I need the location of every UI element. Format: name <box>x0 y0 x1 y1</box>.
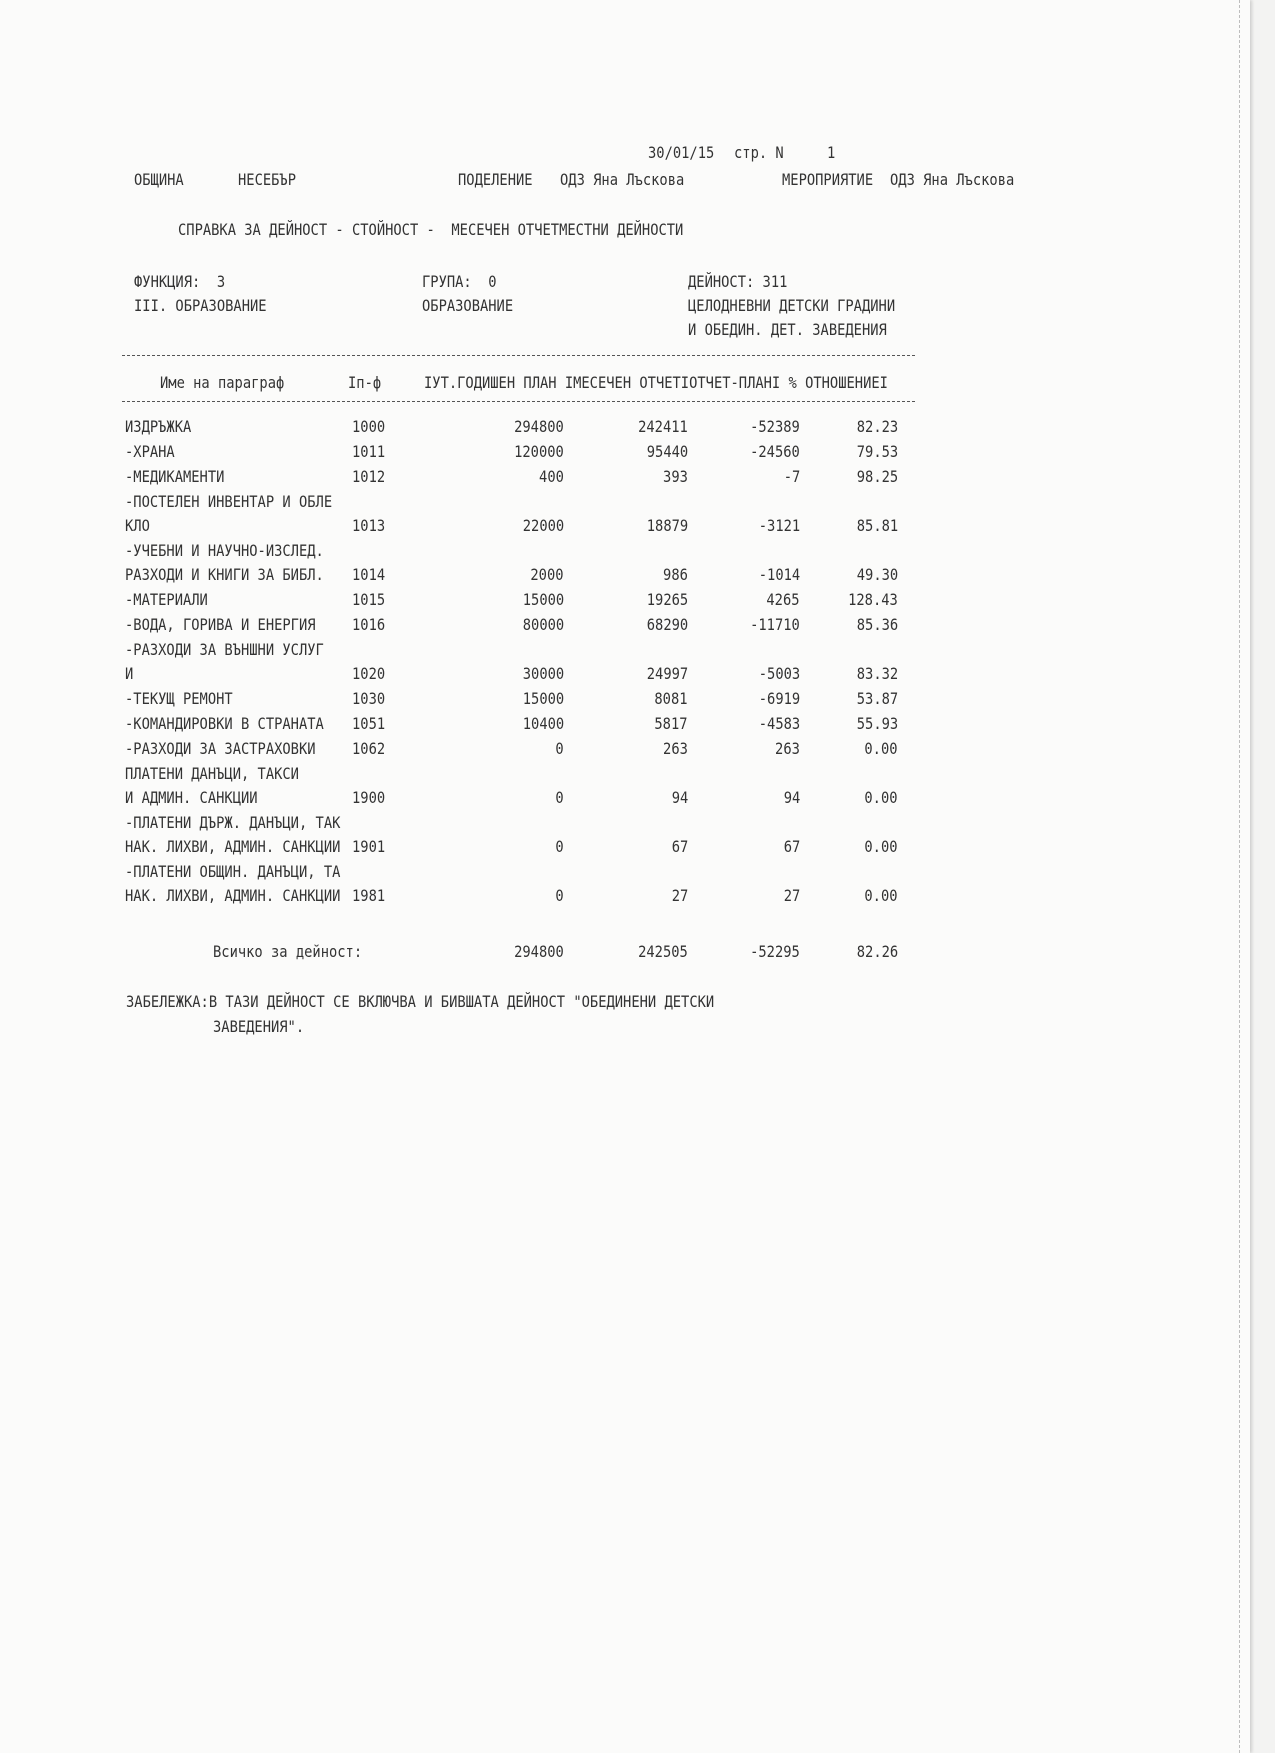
row-code: 1015 <box>352 590 386 609</box>
event-name: ОДЗ Яна Лъскова <box>890 170 1015 189</box>
row-name: -ВОДА, ГОРИВА И ЕНЕРГИЯ <box>125 615 316 634</box>
table-row <box>0 442 1250 466</box>
row-plan: 0 <box>555 739 564 758</box>
table-row <box>0 467 1250 491</box>
row-name: -ПЛАТЕНИ ДЪРЖ. ДАНЪЦИ, ТАК <box>125 813 341 832</box>
row-percent: 0.00 <box>864 886 898 905</box>
note-line-1: ЗАБЕЛЕЖКА:В ТАЗИ ДЕЙНОСТ СЕ ВКЛЮЧВА И БИВШАТА ДЕЙНОСТ "ОБЕДИНЕНИ ДЕТСКИ <box>126 992 715 1011</box>
row-name: НАК. ЛИХВИ, АДМИН. САНКЦИИ <box>125 837 341 856</box>
column-header-name: Име на параграф <box>160 373 285 392</box>
row-report: 27 <box>671 886 688 905</box>
row-plan: 0 <box>555 837 564 856</box>
row-percent: 98.25 <box>856 467 898 486</box>
row-name: КЛО <box>125 516 150 535</box>
total-label: Всичко за дейност: <box>213 942 363 961</box>
row-diff: 4265 <box>766 590 800 609</box>
event-label: МЕРОПРИЯТИЕ <box>782 170 874 189</box>
row-code: 1016 <box>352 615 386 634</box>
row-code: 1901 <box>352 837 386 856</box>
row-report: 986 <box>663 565 688 584</box>
row-plan: 120000 <box>514 442 564 461</box>
row-name: ИЗДРЪЖКА <box>125 417 192 436</box>
row-name: -МЕДИКАМЕНТИ <box>125 467 225 486</box>
row-percent: 82.23 <box>856 417 898 436</box>
row-report: 263 <box>663 739 688 758</box>
report-date: 30/01/15 <box>648 143 715 162</box>
row-plan: 30000 <box>522 664 564 683</box>
row-code: 1062 <box>352 739 386 758</box>
row-report: 5817 <box>654 714 688 733</box>
row-code: 1030 <box>352 689 386 708</box>
row-plan: 400 <box>539 467 564 486</box>
table-row <box>0 764 1250 812</box>
row-code: 1981 <box>352 886 386 905</box>
row-name: РАЗХОДИ И КНИГИ ЗА БИБЛ. <box>125 565 324 584</box>
row-percent: 0.00 <box>864 739 898 758</box>
table-row <box>0 813 1250 861</box>
page-label: стр. N <box>734 143 784 162</box>
table-row <box>0 417 1250 441</box>
row-percent: 85.36 <box>856 615 898 634</box>
table-row <box>0 862 1250 910</box>
row-name: НАК. ЛИХВИ, АДМИН. САНКЦИИ <box>125 886 341 905</box>
total-diff: -52295 <box>750 942 800 961</box>
row-plan: 15000 <box>522 590 564 609</box>
row-code: 1051 <box>352 714 386 733</box>
total-report: 242505 <box>638 942 688 961</box>
row-name: И АДМИН. САНКЦИИ <box>125 788 258 807</box>
row-diff: 67 <box>783 837 800 856</box>
row-report: 68290 <box>646 615 688 634</box>
row-code: 1012 <box>352 467 386 486</box>
row-code: 1900 <box>352 788 386 807</box>
column-header-code: Iп-ф <box>348 373 382 392</box>
row-diff: -24560 <box>750 442 800 461</box>
division-name: ОДЗ Яна Лъскова <box>560 170 685 189</box>
row-name: -ХРАНА <box>125 442 175 461</box>
row-percent: 128.43 <box>848 590 898 609</box>
divider-top <box>122 355 915 356</box>
row-plan: 22000 <box>522 516 564 535</box>
report-title: СПРАВКА ЗА ДЕЙНОСТ - СТОЙНОСТ - МЕСЕЧЕН ОТЧЕТМЕСТНИ ДЕЙНОСТИ <box>178 220 684 239</box>
column-header-values: IУТ.ГОДИШЕН ПЛАН IМЕСЕЧЕН ОТЧЕТIОТЧЕТ-ПЛАНI % ОТНОШЕНИЕI <box>424 373 888 392</box>
row-plan: 10400 <box>522 714 564 733</box>
row-name: -РАЗХОДИ ЗА ВЪНШНИ УСЛУГ <box>125 640 324 659</box>
row-percent: 49.30 <box>856 565 898 584</box>
group-label: ГРУПА: 0 <box>422 272 497 291</box>
table-row <box>0 492 1250 540</box>
row-diff: 94 <box>783 788 800 807</box>
row-code: 1000 <box>352 417 386 436</box>
row-diff: -1014 <box>758 565 800 584</box>
row-plan: 15000 <box>522 689 564 708</box>
divider-bottom <box>122 401 915 402</box>
row-name: -ТЕКУЩ РЕМОНТ <box>125 689 233 708</box>
function-name: III. ОБРАЗОВАНИЕ <box>134 296 267 315</box>
row-percent: 85.81 <box>856 516 898 535</box>
activity-label: ДЕЙНОСТ: 311 <box>688 272 788 291</box>
row-percent: 0.00 <box>864 837 898 856</box>
row-report: 24997 <box>646 664 688 683</box>
group-name: ОБРАЗОВАНИЕ <box>422 296 514 315</box>
row-name: -ПОСТЕЛЕН ИНВЕНТАР И ОБЛЕ <box>125 492 333 511</box>
table-row <box>0 615 1250 639</box>
row-diff: -5003 <box>758 664 800 683</box>
row-code: 1020 <box>352 664 386 683</box>
total-plan: 294800 <box>514 942 564 961</box>
row-percent: 53.87 <box>856 689 898 708</box>
row-diff: 27 <box>783 886 800 905</box>
row-code: 1014 <box>352 565 386 584</box>
division-label: ПОДЕЛЕНИЕ <box>458 170 533 189</box>
table-row <box>0 541 1250 589</box>
row-percent: 55.93 <box>856 714 898 733</box>
municipality-name: НЕСЕБЪР <box>238 170 296 189</box>
row-report: 19265 <box>646 590 688 609</box>
table-row <box>0 739 1250 763</box>
row-report: 393 <box>663 467 688 486</box>
row-plan: 2000 <box>530 565 564 584</box>
activity-name-line-2: И ОБЕДИН. ДЕТ. ЗАВЕДЕНИЯ <box>688 320 887 339</box>
row-diff: -3121 <box>758 516 800 535</box>
row-code: 1011 <box>352 442 386 461</box>
activity-name-line-1: ЦЕЛОДНЕВНИ ДЕТСКИ ГРАДИНИ <box>688 296 896 315</box>
function-label: ФУНКЦИЯ: 3 <box>134 272 226 291</box>
row-report: 242411 <box>638 417 688 436</box>
row-diff: -6919 <box>758 689 800 708</box>
row-percent: 79.53 <box>856 442 898 461</box>
row-name: -ПЛАТЕНИ ОБЩИН. ДАНЪЦИ, ТА <box>125 862 341 881</box>
row-code: 1013 <box>352 516 386 535</box>
row-name: -КОМАНДИРОВКИ В СТРАНАТА <box>125 714 324 733</box>
row-name: -УЧЕБНИ И НАУЧНО-ИЗСЛЕД. <box>125 541 324 560</box>
row-name: И <box>125 664 134 683</box>
municipality-label: ОБЩИНА <box>134 170 184 189</box>
table-row <box>0 714 1250 738</box>
row-diff: -11710 <box>750 615 800 634</box>
total-percent: 82.26 <box>856 942 898 961</box>
table-row <box>0 590 1250 614</box>
row-percent: 83.32 <box>856 664 898 683</box>
row-report: 67 <box>671 837 688 856</box>
row-diff: -52389 <box>750 417 800 436</box>
page-number: 1 <box>827 143 836 162</box>
row-plan: 294800 <box>514 417 564 436</box>
row-name: -РАЗХОДИ ЗА ЗАСТРАХОВКИ <box>125 739 316 758</box>
row-plan: 80000 <box>522 615 564 634</box>
row-diff: -4583 <box>758 714 800 733</box>
row-report: 8081 <box>654 689 688 708</box>
row-plan: 0 <box>555 886 564 905</box>
row-diff: 263 <box>775 739 800 758</box>
row-report: 18879 <box>646 516 688 535</box>
row-report: 95440 <box>646 442 688 461</box>
total-row <box>0 942 1250 966</box>
row-plan: 0 <box>555 788 564 807</box>
table-row <box>0 640 1250 688</box>
row-diff: -7 <box>783 467 800 486</box>
row-percent: 0.00 <box>864 788 898 807</box>
row-report: 94 <box>671 788 688 807</box>
row-name: ПЛАТЕНИ ДАНЪЦИ, ТАКСИ <box>125 764 299 783</box>
row-name: -МАТЕРИАЛИ <box>125 590 208 609</box>
table-row <box>0 689 1250 713</box>
note-line-2: ЗАВЕДЕНИЯ". <box>213 1017 305 1036</box>
